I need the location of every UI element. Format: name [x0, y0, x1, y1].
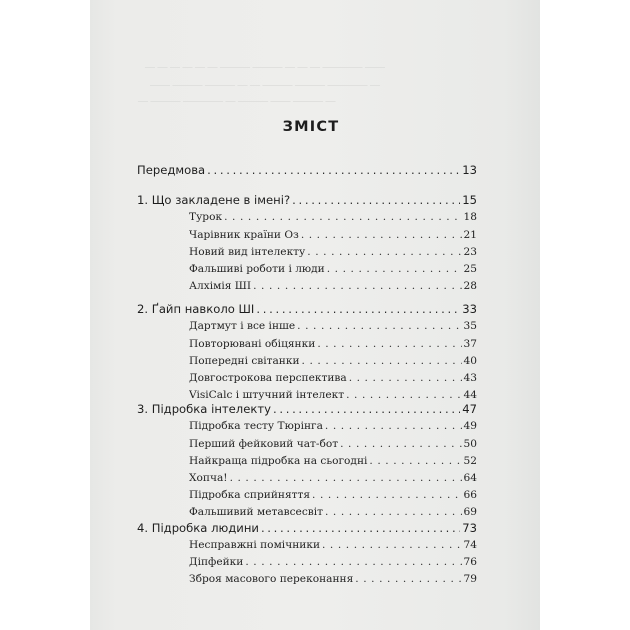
- toc-entry-page-number: 44: [463, 389, 477, 401]
- toc-section-entry[interactable]: [189, 573, 477, 585]
- toc-entry-page-number: 21: [463, 229, 477, 241]
- toc-entry-page-number: 74: [463, 539, 477, 551]
- leader-dots: [317, 338, 461, 350]
- leader-dots: [261, 521, 460, 535]
- leader-dots: [325, 420, 462, 432]
- toc-entry-page-number: 64: [463, 472, 477, 484]
- leader-dots: [292, 193, 460, 207]
- toc-entry-label: Діпфейки: [189, 556, 244, 568]
- toc-section-entry[interactable]: [189, 539, 477, 551]
- toc-entry-label: Несправжні помічники: [189, 539, 320, 551]
- leader-dots: [301, 229, 462, 241]
- show-through-text: —— ——— ——— — — ——— ——— ———— —: [150, 80, 380, 91]
- toc-section-entry[interactable]: [189, 372, 477, 384]
- toc-entry-label: Зброя масового переконання: [189, 573, 354, 585]
- toc-entry-page-number: 47: [462, 402, 477, 416]
- toc-title: ЗМІСТ: [282, 119, 340, 135]
- leader-dots: [325, 506, 462, 518]
- toc-section-entry[interactable]: [189, 556, 477, 568]
- toc-section-entry[interactable]: [189, 320, 477, 332]
- toc-entry-page-number: 18: [463, 211, 477, 223]
- book-page: [90, 0, 540, 630]
- toc-chapter-entry[interactable]: [137, 402, 477, 416]
- toc-section-entry[interactable]: [189, 211, 477, 223]
- leader-dots: [349, 372, 462, 384]
- toc-entry-label: Попередні світанки: [189, 355, 300, 367]
- leader-dots: [322, 539, 462, 551]
- toc-entry-label: 3. Підробка інтелекту: [137, 402, 271, 416]
- toc-section-entry[interactable]: [189, 280, 477, 292]
- toc-entry-label: Алхімія ШІ: [189, 280, 252, 292]
- toc-entry-page-number: 40: [463, 355, 477, 367]
- toc-entry-label: Повторювані обіцянки: [189, 338, 316, 350]
- leader-dots: [207, 163, 460, 177]
- toc-section-entry[interactable]: [189, 455, 477, 467]
- leader-dots: [327, 263, 462, 275]
- toc-section-entry[interactable]: [189, 438, 477, 450]
- toc-entry-page-number: 69: [463, 506, 477, 518]
- toc-entry-label: Найкраща підробка на сьогодні: [189, 455, 368, 467]
- toc-entry-page-number: 50: [463, 438, 477, 450]
- toc-entry-page-number: 73: [462, 521, 477, 535]
- toc-section-entry[interactable]: [189, 338, 477, 350]
- leader-dots: [340, 438, 461, 450]
- toc-entry-label: Підробка тесту Тюрінга: [189, 420, 323, 432]
- toc-entry-label: Фальшиві роботи і люди: [189, 263, 325, 275]
- leader-dots: [346, 389, 461, 401]
- toc-chapter-entry[interactable]: [137, 163, 477, 177]
- show-through-text: — ——— ———— — ——— —— ——— —: [138, 96, 336, 107]
- toc-entry-page-number: 33: [462, 302, 477, 316]
- toc-entry-label: Довгострокова перспектива: [189, 372, 347, 384]
- toc-chapter-entry[interactable]: [137, 302, 477, 316]
- toc-entry-page-number: 79: [463, 573, 477, 585]
- toc-chapter-entry[interactable]: [137, 193, 477, 207]
- show-through-text: — — — — — — ——— ——— — — — ———— ——: [145, 62, 385, 73]
- toc-entry-label: 2. Ґайп навколо ШІ: [137, 302, 255, 316]
- toc-section-entry[interactable]: [189, 355, 477, 367]
- toc-entry-label: Фальшивий метавсесвіт: [189, 506, 323, 518]
- leader-dots: [302, 355, 462, 367]
- leader-dots: [253, 280, 461, 292]
- toc-entry-label: Турок: [189, 211, 223, 223]
- toc-entry-page-number: 52: [463, 455, 477, 467]
- leader-dots: [256, 302, 460, 316]
- leader-dots: [369, 455, 461, 467]
- toc-chapter-entry[interactable]: [137, 521, 477, 535]
- toc-entry-page-number: 13: [462, 163, 477, 177]
- leader-dots: [297, 320, 461, 332]
- toc-entry-page-number: 23: [463, 246, 477, 258]
- toc-entry-label: 4. Підробка людини: [137, 521, 259, 535]
- toc-section-entry[interactable]: [189, 506, 477, 518]
- leader-dots: [245, 556, 461, 568]
- toc-entry-label: VisiCalc і штучний інтелект: [189, 389, 345, 401]
- toc-entry-page-number: 43: [463, 372, 477, 384]
- toc-entry-label: 1. Що закладене в імені?: [137, 193, 291, 207]
- toc-entry-label: Перший фейковий чат-бот: [189, 438, 339, 450]
- toc-section-entry[interactable]: [189, 246, 477, 258]
- leader-dots: [230, 472, 462, 484]
- toc-entry-page-number: 49: [463, 420, 477, 432]
- toc-section-entry[interactable]: [189, 263, 477, 275]
- toc-section-entry[interactable]: [189, 229, 477, 241]
- leader-dots: [224, 211, 461, 223]
- toc-section-entry[interactable]: [189, 472, 477, 484]
- toc-entry-page-number: 15: [462, 193, 477, 207]
- toc-section-entry[interactable]: [189, 489, 477, 501]
- leader-dots: [273, 402, 460, 416]
- toc-section-entry[interactable]: [189, 420, 477, 432]
- toc-entry-label: Новий вид інтелекту: [189, 246, 306, 258]
- toc-entry-label: Передмова: [137, 163, 206, 177]
- toc-entry-label: Чарівник країни Оз: [189, 229, 299, 241]
- toc-entry-page-number: 66: [463, 489, 477, 501]
- toc-entry-page-number: 28: [463, 280, 477, 292]
- toc-entry-page-number: 35: [463, 320, 477, 332]
- toc-entry-label: Дартмут і все інше: [189, 320, 296, 332]
- leader-dots: [307, 246, 461, 258]
- leader-dots: [355, 573, 461, 585]
- leader-dots: [312, 489, 461, 501]
- toc-entry-label: Підробка сприйняття: [189, 489, 311, 501]
- toc-entry-page-number: 25: [463, 263, 477, 275]
- toc-entry-page-number: 76: [463, 556, 477, 568]
- toc-section-entry[interactable]: [189, 389, 477, 401]
- toc-entry-label: Хопча!: [189, 472, 228, 484]
- toc-entry-page-number: 37: [463, 338, 477, 350]
